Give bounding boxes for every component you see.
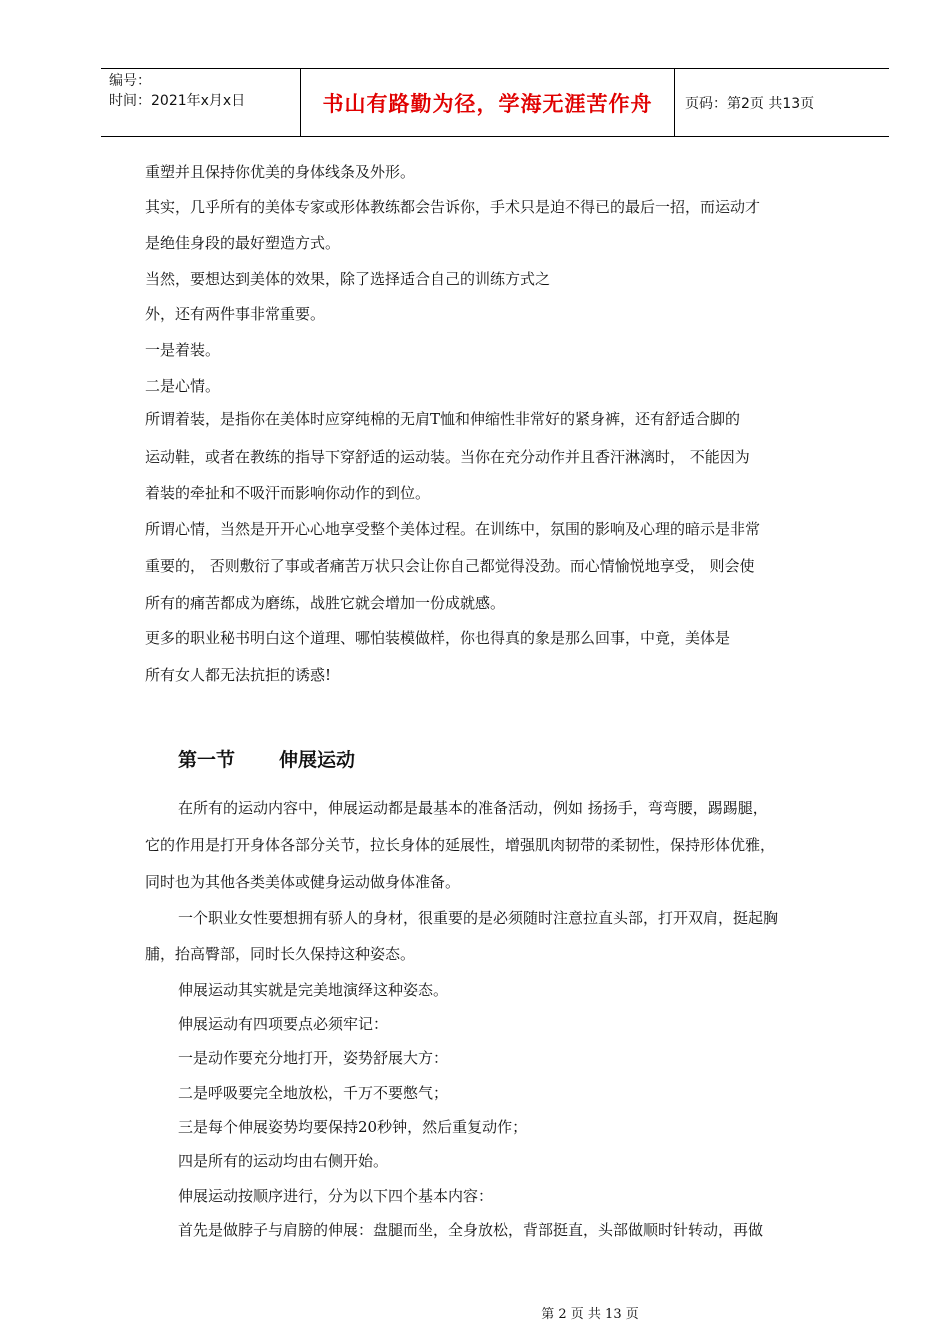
section-number: 第一节 [178, 749, 236, 771]
section-title: 伸展运动 [279, 749, 356, 771]
body-line: 更多的职业秘书明白这个道理、哪怕装模做样，你也得真的象是那么回事，中竟，美体是 [145, 629, 731, 647]
body-line: 运动鞋，或者在教练的指导下穿舒适的运动装。当你在充分动作并且香汗淋漓时， 不能因为 [145, 448, 750, 466]
body-line: 重塑并且保持你优美的身体线条及外形。 [145, 163, 416, 181]
header-motto-cell [301, 69, 675, 136]
body-line: 所有的痛苦都成为磨练，战胜它就会增加一份成就感。 [145, 594, 506, 612]
body-line: 所谓心情，当然是开开心心地享受整个美体过程。在训练中，氛围的影响及心理的暗示是非常 [145, 520, 761, 538]
body-line: 是绝佳身段的最好塑造方式。 [145, 234, 341, 252]
page-header [101, 68, 889, 137]
header-page-cell [675, 69, 889, 136]
section-line: 伸展运动其实就是完美地演绎这种姿态。 [178, 981, 449, 999]
section-line: 三是每个伸展姿势均要保持20秒钟，然后重复动作； [178, 1118, 528, 1136]
footer-page-number: 第 2 页 共 13 页 [541, 1307, 639, 1322]
section-line: 四是所有的运动均由右侧开始。 [178, 1152, 389, 1170]
header-meta-cell [101, 69, 301, 136]
section-line: 它的作用是打开身体各部分关节，拉长身体的延展性，增强肌肉韧带的柔韧性，保持形体优雅， [145, 836, 776, 854]
body-line: 外，还有两件事非常重要。 [145, 305, 326, 323]
section-line: 首先是做脖子与肩膀的伸展：盘腿而坐，全身放松，背部挺直，头部做顺时针转动，再做 [178, 1221, 764, 1239]
body-line: 所有女人都无法抗拒的诱惑! [145, 666, 332, 684]
section-line: 伸展运动有四项要点必须牢记： [178, 1015, 389, 1033]
body-line: 一是着装。 [145, 341, 221, 359]
section-line: 在所有的运动内容中，伸展运动都是最基本的准备活动，例如 扬扬手，弯弯腰，踢踢腿， [178, 799, 768, 817]
header-page-code: 页码：第2页 共13页 [685, 95, 815, 112]
body-line: 二是心情。 [145, 377, 221, 395]
section-line: 同时也为其他各类美体或健身运动做身体准备。 [145, 873, 461, 891]
section-line: 二是呼吸要完全地放松，千万不要憋气； [178, 1084, 449, 1102]
section-line: 一个职业女性要想拥有骄人的身材，很重要的是必须随时注意拉直头部，打开双肩，挺起胸 [178, 909, 779, 927]
page-footer [0, 1303, 950, 1322]
section-line: 一是动作要充分地打开，姿势舒展大方： [178, 1049, 449, 1067]
document-number-label: 编号： [109, 73, 151, 89]
header-motto: 书山有路勤为径，学海无涯苦作舟 [322, 91, 653, 116]
body-line: 当然，要想达到美体的效果，除了选择适合自己的训练方式之 [145, 270, 551, 288]
body-line: 其实，几乎所有的美体专家或形体教练都会告诉你，手术只是迫不得已的最后一招，而运动才 [145, 198, 761, 216]
body-line: 所谓着装，是指你在美体时应穿纯棉的无肩T恤和伸缩性非常好的紧身裤，还有舒适合脚的 [145, 410, 741, 428]
body-line: 着装的牵扯和不吸汗而影响你动作的到位。 [145, 484, 431, 502]
body-line: 重要的， 否则敷衍了事或者痛苦万状只会让你自己都觉得没劲。而心情愉悦地享受， 则会使 [145, 557, 755, 575]
section-line: 脯，抬高臀部，同时长久保持这种姿态。 [145, 945, 416, 963]
document-time: 时间：2021年x月x日 [109, 93, 246, 109]
section-line: 伸展运动按顺序进行，分为以下四个基本内容： [178, 1187, 494, 1205]
section-heading [178, 745, 355, 772]
